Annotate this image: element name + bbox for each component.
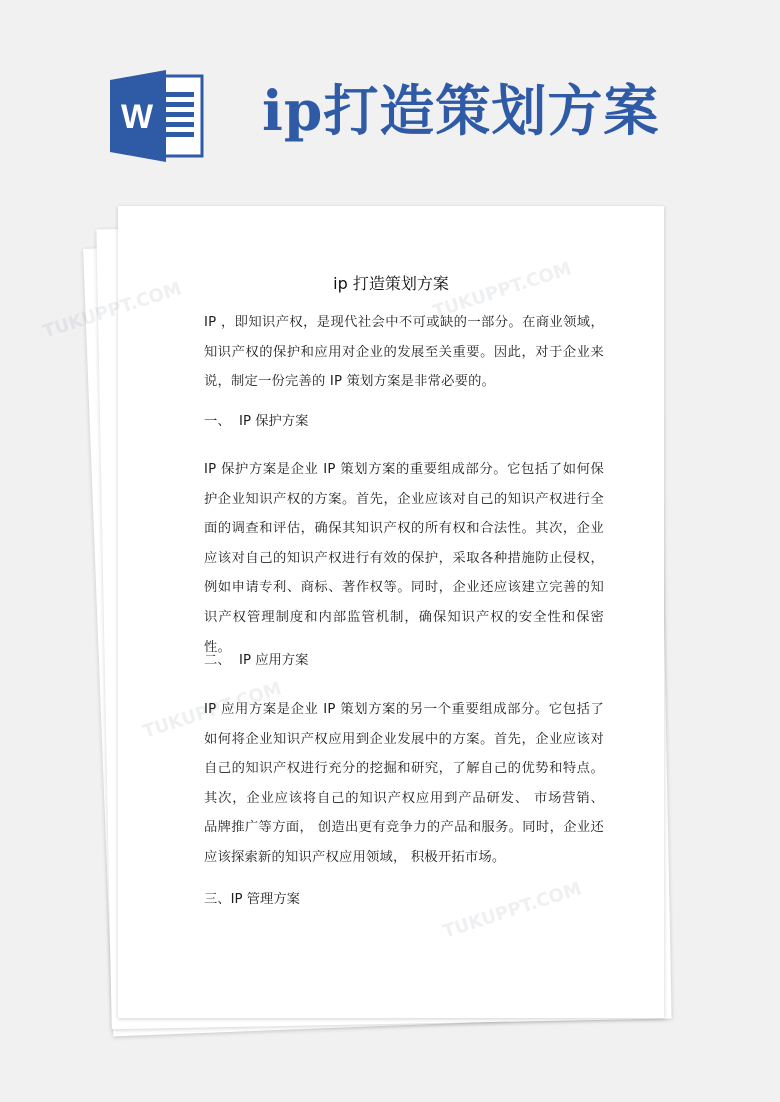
document-title: ip 打造策划方案 <box>333 274 449 293</box>
section-body-application: IP 应用方案是企业 IP 策划方案的另一个重要组成部分。它包括了如何将企业知识产权应用到企业发展中的方案。首先，企业应该对自己的知识产权进行充分的挖掘和研究，了解自己的优势和特点。其次，企业应该将自己的知识产权应用到产品研发、 市场营销、 品牌推广等方面， 创造出更有竞争力的产品和服务。同时，企业还应该探索新的知识产权应用领域， 积极开拓市场。 <box>204 702 604 865</box>
word-icon-letter: W <box>120 98 154 136</box>
section-heading-protection: 一、 IP 保护方案 <box>204 414 309 429</box>
section-heading-application: 二、 IP 应用方案 <box>204 653 309 668</box>
intro-paragraph: IP ，即知识产权，是现代社会中不可或缺的一部分。在商业领域，知识产权的保护和应用对企业的发展至关重要。因此，对于企业来说，制定一份完善的 IP 策划方案是非常必要的。 <box>204 315 604 390</box>
section-heading-management: 三、IP 管理方案 <box>204 892 300 907</box>
header <box>0 0 780 200</box>
word-document-icon <box>110 70 206 162</box>
section-body-protection: IP 保护方案是企业 IP 策划方案的重要组成部分。它包括了如何保护企业知识产权的方案。首先，企业应该对自己的知识产权进行全面的调查和评估，确保其知识产权的所有权和合法性。其次，企业应该对自己的知识产权进行有效的保护，采取各种措施防止侵权，例如申请专利、商标、著作权等。同时，企业还应该建立完善的知识产权管理制度和内部监管机制，确保知识产权的安全性和保密性。 <box>204 462 604 655</box>
page-title: ip打造策划方案 <box>262 78 660 143</box>
